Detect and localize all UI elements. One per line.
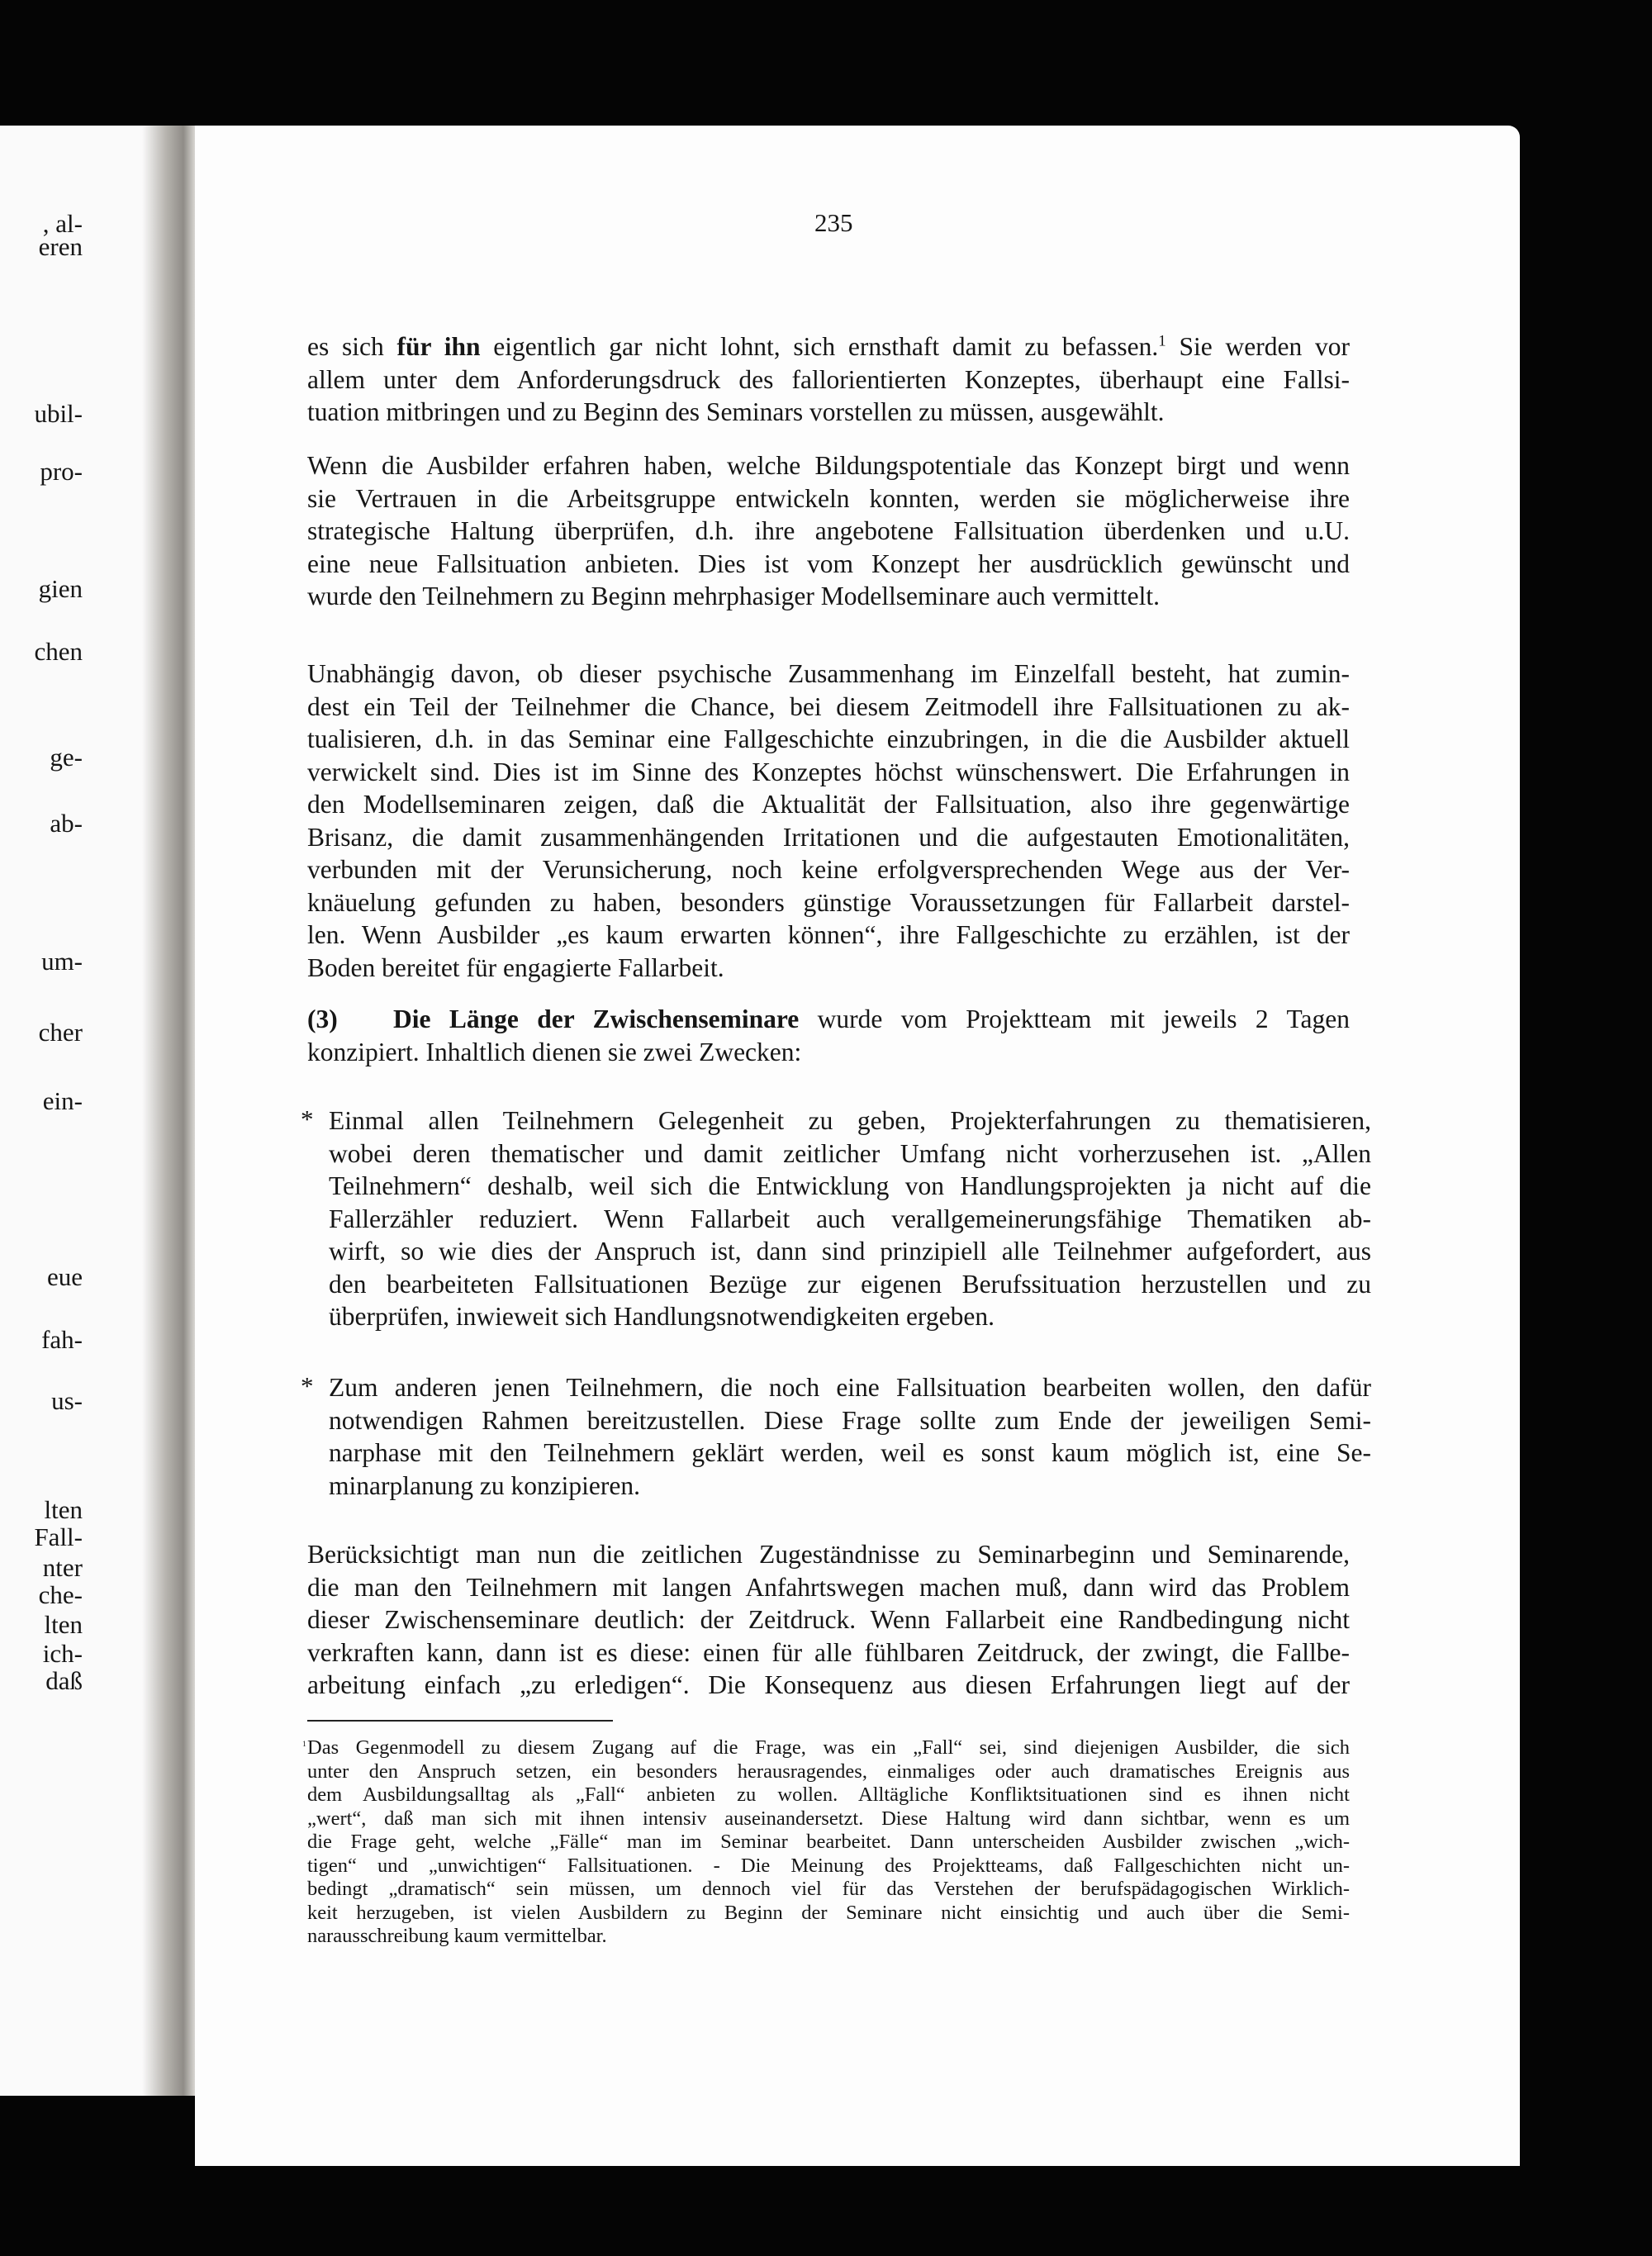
text-line: wobei deren thematischer und damit zeitlicher Umfang nicht vorherzusehen ist. „Allen [329, 1138, 1371, 1168]
paragraph-2 [307, 449, 1350, 613]
text-line: Das Gegenmodell zu diesem Zugang auf die Frage, was ein „Fall“ sei, sind diejenigen Ausbilder, die sich [307, 1736, 1350, 1759]
text-line: die man den Teilnehmern mit langen Anfahrtswegen machen muß, dann wird das Problem [307, 1572, 1350, 1602]
text-line: Teilnehmern“ deshalb, weil sich die Entwicklung von Handlungsprojekten ja nicht auf die [329, 1171, 1371, 1200]
text-line: Fallerzähler reduziert. Wenn Fallarbeit auch verallgemeinerungsfähige Thematiken ab- [329, 1204, 1371, 1233]
left-page-text-fragment: um- [41, 947, 83, 976]
text-line: verbunden mit der Verunsicherung, noch keine erfolgversprechenden Wege aus der Ver- [307, 855, 1350, 884]
left-page-text-fragment: eue [46, 1262, 83, 1291]
text-line: tuation mitbringen und zu Beginn des Seminars vorstellen zu müssen, ausgewählt. [307, 397, 1165, 426]
text-line: dem Ausbildungsalltag als „Fall“ anbieten zu wollen. Alltägliche Konfliktsituationen sind es ihnen nicht [307, 1783, 1350, 1806]
text-line: konzipiert. Inhaltlich dienen sie zwei Zwecken: [307, 1037, 802, 1066]
text-line: „wert“, daß man sich mit ihnen intensiv auseinandersetzt. Diese Haltung wird dann sichtbar, wenn es um [307, 1807, 1350, 1830]
left-page-text-fragment: ge- [50, 743, 83, 772]
text: eigentlich gar nicht lohnt, sich ernsthaft damit zu befassen. [480, 332, 1159, 361]
text-line: Unabhängig davon, ob dieser psychische Zusammenhang im Einzelfall besteht, hat zumin- [307, 659, 1350, 688]
text: Sie werden vor [1165, 332, 1350, 361]
text-line: allem unter dem Anforderungsdruck des fallorientierten Konzeptes, überhaupt eine Fallsi- [307, 364, 1350, 394]
section-heading: Die Länge der Zwischenseminare [392, 1005, 800, 1033]
left-page-text-fragment: Fall- [34, 1522, 83, 1551]
text-line: keit herzugeben, ist vielen Ausbildern zu Beginn der Seminare nicht einsichtig und auch über die Semi- [307, 1901, 1350, 1924]
text-line: notwendigen Rahmen bereitzustellen. Diese Frage sollte zum Ende der jeweiligen Semi- [329, 1405, 1371, 1435]
text-line: verwickelt sind. Dies ist im Sinne des Konzeptes höchst wünschenswert. Die Erfahrungen in [307, 757, 1350, 786]
text-line: verkraften kann, dann ist es diese: einen für alle fühlbaren Zeitdruck, der zwingt, die Fallbe- [307, 1637, 1350, 1667]
left-page-text-fragment: pro- [40, 457, 83, 486]
text-line: Boden bereitet für engagierte Fallarbeit. [307, 952, 724, 982]
text-line: tualisieren, d.h. in das Seminar eine Fallgeschichte einzubringen, in die die Ausbilder aktuell [307, 724, 1350, 753]
paragraph-5 [307, 1538, 1350, 1702]
text-line: wirft, so wie dies der Anspruch ist, dann sind prinzipiell alle Teilnehmer aufgefordert, aus [329, 1237, 1371, 1266]
book-page [195, 126, 1520, 2166]
text-line: die Frage geht, welche „Fälle“ man im Seminar bearbeitet. Dann unterscheiden Ausbilder zwischen „wich- [307, 1831, 1350, 1853]
left-page-text-fragment: cher [38, 1018, 83, 1047]
footnote-divider [307, 1720, 613, 1722]
text-line: wurde den Teilnehmern zu Beginn mehrphasiger Modellseminare auch vermittelt. [307, 582, 1161, 610]
text-line: tigen“ und „unwichtigen“ Fallsituationen. - Die Meinung des Projektteams, daß Fallgeschichten nicht un- [307, 1854, 1350, 1877]
text-line [307, 1003, 1350, 1036]
bullet-icon: * [301, 1371, 314, 1400]
paragraph-4 [307, 1003, 1350, 1068]
section-number: (3) [307, 1005, 338, 1033]
text-line: überprüfen, inwieweit sich Handlungsnotwendigkeiten ergeben. [329, 1302, 995, 1331]
text-line: Wenn die Ausbilder erfahren haben, welche Bildungspotentiale das Konzept birgt und wenn [307, 451, 1350, 480]
bullet-icon: * [301, 1104, 314, 1133]
left-page-text-fragment: gien [38, 574, 83, 603]
left-page-text-fragment: us- [51, 1386, 83, 1415]
left-page-text-fragment: che- [38, 1580, 83, 1609]
footnote: Das Gegenmodell zu diesem Zugang auf die Frage, was ein „Fall“ sei, sind diejenigen Ausbilder, die sich unter den Anspruch setzen, ein besonders herausragendes, einmaliges oder auch dramatisches Ereignis aus dem Ausbildungsalltag als „Fall“ anbieten zu wollen. Alltägliche Konfliktsituationen sind es ihnen nicht „wert“, daß man sich mit ihnen intensiv auseinandersetzt. Diese Haltung wird dann sichtbar, wenn es um die Frage geht, welche „Fälle“ man im Seminar bearbeitet. Dann unterscheiden Ausbilder zwischen „wich- tigen“ und „unwichtigen“ Fallsituationen. - Die Meinung des Projektteams, daß Fallgeschichten nicht un- bedingt „dramatisch“ sein müssen, um dennoch viel für das Verstehen der berufspädagogischen Wirklich- keit herzugeben, ist vielen Ausbildern zu Beginn der Seminare nicht einsichtig und auch über die Semi- narausschreibung kaum vermittelbar. 1 [302, 1736, 1350, 1947]
text-line: bedingt „dramatisch“ sein müssen, um dennoch viel für das Verstehen der berufspädagogischen Wirklich- [307, 1878, 1350, 1900]
left-page-text-fragment: fah- [41, 1325, 83, 1354]
text-line: unter den Anspruch setzen, ein besonders herausragendes, einmaliges oder auch dramatisches Ereignis aus [307, 1760, 1350, 1783]
left-page-text-fragment: eren [38, 232, 83, 261]
text-line: minarplanung zu konzipieren. [329, 1470, 641, 1500]
left-page-text-fragment: nter [42, 1553, 83, 1582]
bullet-item-2 [301, 1371, 1371, 1502]
paragraph-1 [307, 330, 1350, 429]
left-page [0, 126, 198, 2096]
text-line: dest ein Teil der Teilnehmer die Chance, bei diesem Zeitmodell ihre Fallsituationen zu ak- [307, 691, 1350, 721]
footnote-ref[interactable]: 1 [1158, 332, 1166, 350]
left-page-text-fragment: ein- [42, 1086, 83, 1115]
text-line: Brisanz, die damit zusammenhängenden Irritationen und die aufgestauten Emotionalitäten, [307, 822, 1350, 852]
text-line: Berücksichtigt man nun die zeitlichen Zugeständnisse zu Seminarbeginn und Seminarende, [307, 1540, 1350, 1569]
text-line: narausschreibung kaum vermittelbar. [307, 1925, 607, 1947]
text-line: den bearbeiteten Fallsituationen Bezüge zur eigenen Berufssituation herzustellen und zu [329, 1269, 1371, 1299]
paragraph-3 [307, 658, 1350, 984]
text-line: Einmal allen Teilnehmern Gelegenheit zu geben, Projekterfahrungen zu thematisieren, [329, 1106, 1371, 1135]
text-line: den Modellseminaren zeigen, daß die Aktualität der Fallsituation, also ihre gegenwärtige [307, 790, 1350, 819]
left-page-text-fragment: lten [44, 1495, 83, 1524]
text-line: narphase mit den Teilnehmern geklärt werden, weil es sonst kaum möglich ist, eine Se- [329, 1438, 1371, 1467]
text-line: arbeitung einfach „zu erledigen“. Die Konsequenz aus diesen Erfahrungen liegt auf der [307, 1670, 1350, 1699]
text-line: sie Vertrauen in die Arbeitsgruppe entwickeln konnten, werden sie möglicherweise ihre [307, 483, 1350, 513]
text-line: Zum anderen jenen Teilnehmern, die noch eine Fallsituation bearbeiten wollen, den dafür [329, 1373, 1371, 1402]
left-page-text-fragment: , al- [42, 209, 83, 238]
text: wurde vom Projektteam mit jeweils 2 Tagen [799, 1005, 1350, 1033]
left-page-text-fragment: chen [34, 637, 83, 666]
emphasis: für ihn [396, 332, 481, 361]
left-page-text-fragment: daß [45, 1666, 83, 1695]
left-page-text-fragment: ubil- [34, 399, 83, 428]
text-line: dieser Zwischenseminare deutlich: der Zeitdruck. Wenn Fallarbeit eine Randbedingung nicht [307, 1605, 1350, 1634]
text-line: eine neue Fallsituation anbieten. Dies ist vom Konzept her ausdrücklich gewünscht und [307, 549, 1350, 578]
text-line: len. Wenn Ausbilder „es kaum erwarten können“, ihre Fallgeschichte zu erzählen, ist der [307, 920, 1350, 949]
text: es sich [307, 332, 397, 361]
text-line: knäuelung gefunden zu haben, besonders günstige Voraussetzungen für Fallarbeit darstel- [307, 887, 1350, 917]
left-page-text-fragment: lten [44, 1610, 83, 1639]
text-line [307, 330, 1350, 363]
bullet-item-1 [301, 1104, 1371, 1333]
left-page-text-fragment: ab- [50, 809, 83, 838]
text-line: strategische Haltung überprüfen, d.h. ihre angebotene Fallsituation überdenken und u.U. [307, 516, 1350, 545]
left-page-text-fragment: ich- [42, 1639, 83, 1668]
page-number: 235 [814, 208, 853, 237]
